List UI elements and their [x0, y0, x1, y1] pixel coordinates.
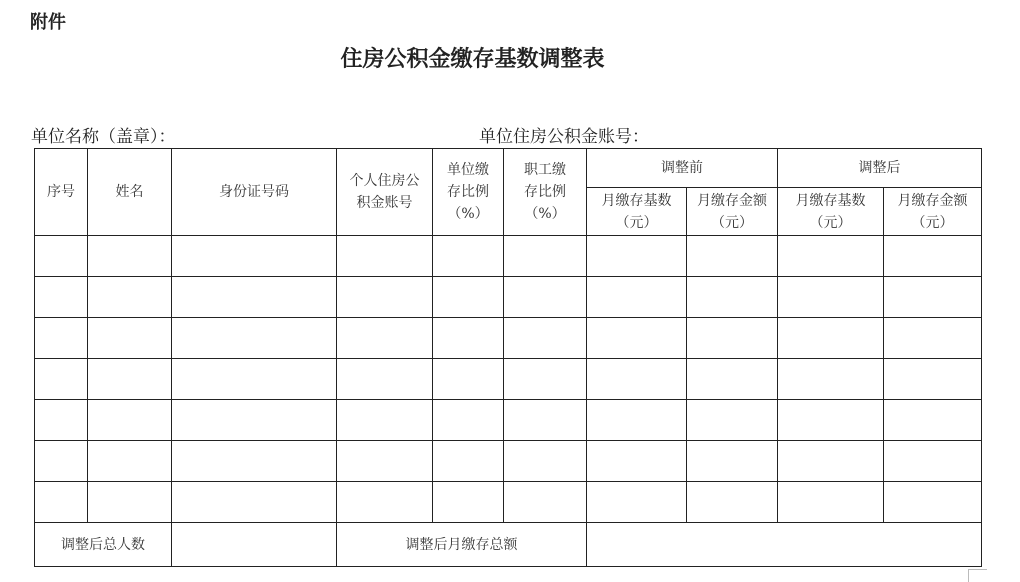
- header-text: （元）: [711, 214, 753, 231]
- table-cell[interactable]: [687, 482, 778, 523]
- table-cell[interactable]: [433, 359, 504, 400]
- total-people-label: 调整后总人数: [35, 523, 172, 567]
- table-cell[interactable]: [884, 318, 982, 359]
- table-cell[interactable]: [337, 236, 433, 277]
- header-text: 个人住房公: [349, 173, 420, 189]
- table-row: [35, 277, 982, 318]
- total-amount-label: 调整后月缴存总额: [337, 523, 587, 567]
- table-cell[interactable]: [172, 482, 337, 523]
- table-cell[interactable]: [433, 400, 504, 441]
- header-unit-ratio: [433, 149, 504, 236]
- table-cell[interactable]: [433, 277, 504, 318]
- header-employee-ratio: [504, 149, 587, 236]
- table-cell[interactable]: [884, 400, 982, 441]
- table-cell[interactable]: [88, 277, 172, 318]
- table-cell[interactable]: [778, 277, 884, 318]
- total-people-cell[interactable]: [172, 523, 337, 567]
- header-before: 调整前: [587, 149, 778, 188]
- table-cell[interactable]: [172, 277, 337, 318]
- table-cell[interactable]: [587, 236, 687, 277]
- table-cell[interactable]: [433, 482, 504, 523]
- table-cell[interactable]: [88, 318, 172, 359]
- header-text: （元）: [911, 214, 954, 231]
- total-amount-cell[interactable]: [587, 523, 982, 567]
- table-cell[interactable]: [884, 277, 982, 318]
- table-cell[interactable]: [884, 359, 982, 400]
- table-cell[interactable]: [687, 236, 778, 277]
- table-cell[interactable]: [35, 441, 88, 482]
- table-cell[interactable]: [433, 441, 504, 482]
- table-cell[interactable]: [88, 400, 172, 441]
- header-text: 积金账号: [356, 195, 413, 211]
- table-cell[interactable]: [587, 482, 687, 523]
- table-cell[interactable]: [587, 318, 687, 359]
- table-cell[interactable]: [687, 318, 778, 359]
- header-text: 职工缴: [524, 162, 566, 178]
- table-cell[interactable]: [587, 277, 687, 318]
- header-after-amount: [884, 188, 982, 236]
- header-text: （%）: [524, 206, 566, 222]
- table-cell[interactable]: [687, 359, 778, 400]
- table-cell[interactable]: [35, 277, 88, 318]
- table-row: [35, 318, 982, 359]
- table-cell[interactable]: [337, 400, 433, 441]
- unit-name-label: 单位名称（盖章）：: [31, 127, 176, 147]
- table-cell[interactable]: [504, 400, 587, 441]
- table-cell[interactable]: [504, 359, 587, 400]
- header-after-base: [778, 188, 884, 236]
- header-text: 月缴存基数: [601, 192, 672, 209]
- header-before-base: [587, 188, 687, 236]
- table-cell[interactable]: [587, 441, 687, 482]
- table-cell[interactable]: [88, 482, 172, 523]
- table-cell[interactable]: [433, 318, 504, 359]
- table-cell[interactable]: [88, 441, 172, 482]
- attachment-label: 附件: [30, 12, 66, 33]
- table-cell[interactable]: [778, 359, 884, 400]
- table-cell[interactable]: [778, 441, 884, 482]
- table-cell[interactable]: [504, 318, 587, 359]
- header-text: （元）: [615, 214, 658, 231]
- table-cell[interactable]: [504, 441, 587, 482]
- header-text: 存比例: [447, 184, 489, 200]
- header-after: 调整后: [778, 149, 982, 188]
- table-row: [35, 482, 982, 523]
- table-cell[interactable]: [884, 482, 982, 523]
- header-text: （%）: [447, 206, 489, 222]
- table-cell[interactable]: [88, 236, 172, 277]
- table-cell[interactable]: [337, 277, 433, 318]
- header-personal-account: [337, 149, 433, 236]
- header-text: 月缴存基数: [795, 192, 866, 209]
- table-cell[interactable]: [35, 318, 88, 359]
- table-cell[interactable]: [504, 482, 587, 523]
- table-cell[interactable]: [172, 318, 337, 359]
- table-row: [35, 441, 982, 482]
- table-cell[interactable]: [35, 359, 88, 400]
- table-cell[interactable]: [337, 441, 433, 482]
- header-text: 月缴存金额: [897, 192, 968, 209]
- header-seq: 序号: [35, 149, 88, 236]
- table-cell[interactable]: [687, 277, 778, 318]
- table-cell[interactable]: [884, 441, 982, 482]
- table-cell[interactable]: [504, 236, 587, 277]
- table-cell[interactable]: [172, 236, 337, 277]
- adjustment-table: [34, 148, 982, 567]
- table-cell[interactable]: [35, 482, 88, 523]
- table-cell[interactable]: [35, 236, 88, 277]
- header-text: 存比例: [524, 184, 566, 200]
- table-row: [35, 236, 982, 277]
- header-name: 姓名: [88, 149, 172, 236]
- page-title: 住房公积金缴存基数调整表: [340, 46, 605, 72]
- header-id-number: 身份证号码: [172, 149, 337, 236]
- header-before-amount: [687, 188, 778, 236]
- header-text: 月缴存金额: [697, 192, 767, 209]
- table-row: [35, 359, 982, 400]
- table-cell[interactable]: [778, 400, 884, 441]
- header-text: 单位缴: [447, 162, 489, 178]
- table-cell[interactable]: [687, 441, 778, 482]
- page-corner-mark: [968, 569, 987, 582]
- table-cell[interactable]: [172, 441, 337, 482]
- table-cell[interactable]: [587, 359, 687, 400]
- table-cell[interactable]: [433, 236, 504, 277]
- table-cell[interactable]: [587, 400, 687, 441]
- table-cell[interactable]: [172, 400, 337, 441]
- table-cell[interactable]: [778, 318, 884, 359]
- table-cell[interactable]: [504, 277, 587, 318]
- table-cell[interactable]: [337, 359, 433, 400]
- table-cell[interactable]: [884, 236, 982, 277]
- table-cell[interactable]: [172, 359, 337, 400]
- table-cell[interactable]: [687, 400, 778, 441]
- unit-account-label: 单位住房公积金账号：: [479, 127, 649, 147]
- header-text: （元）: [809, 214, 852, 231]
- table-cell[interactable]: [337, 482, 433, 523]
- table-cell[interactable]: [778, 482, 884, 523]
- table-cell[interactable]: [88, 359, 172, 400]
- table-row: [35, 400, 982, 441]
- table-cell[interactable]: [778, 236, 884, 277]
- table-cell[interactable]: [35, 400, 88, 441]
- table-cell[interactable]: [337, 318, 433, 359]
